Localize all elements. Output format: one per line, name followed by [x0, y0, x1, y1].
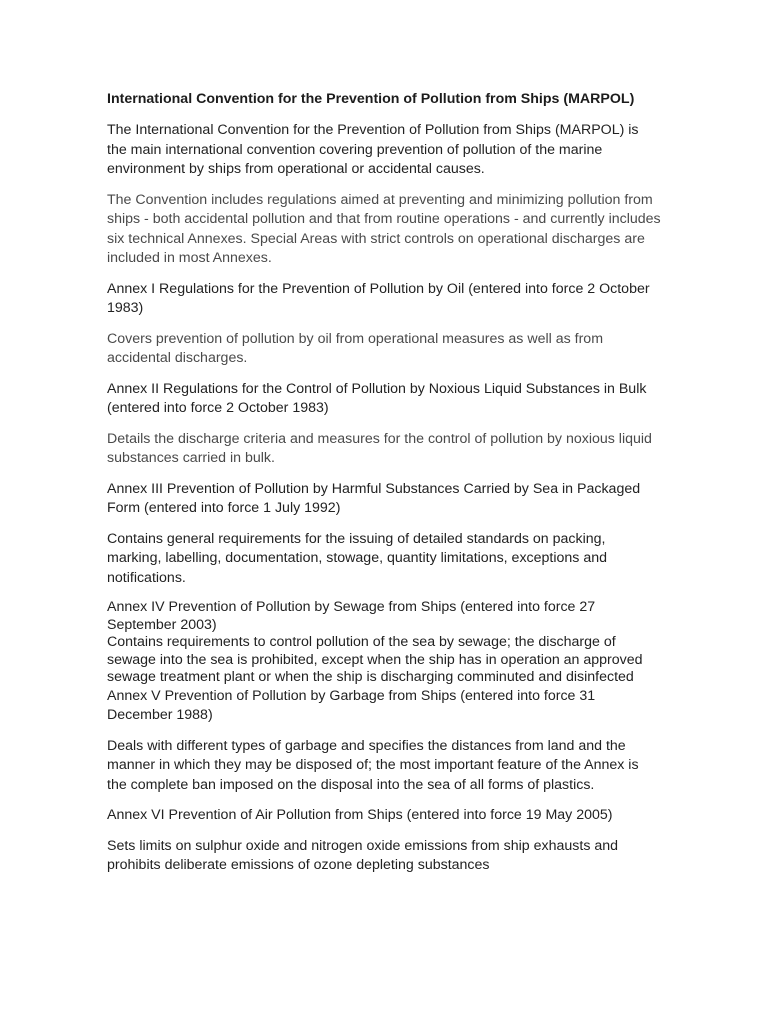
annex-5-text: Deals with different types of garbage and specifies the distances from land and the manner in which they may be disposed of; the most important feature of the Annex is the complete ban imposed on the disposal into the sea of all forms of plastics.	[107, 737, 639, 793]
annex-2-text: Details the discharge criteria and measures for the control of pollution by noxious liquid substances carried in bulk.	[107, 430, 652, 466]
intro-paragraph-1: The International Convention for the Prevention of Pollution from Ships (MARPOL) is the main international convention covering prevention of pollution of the marine environment by ships from operational or accidental causes.	[107, 122, 639, 177]
annex-6-heading: Annex VI Prevention of Air Pollution from Ships (entered into force 19 May 2005)	[107, 807, 613, 823]
document-title: International Convention for the Prevention of Pollution from Ships (MARPOL)	[107, 91, 635, 107]
intro-paragraph-2: The Convention includes regulations aimed at preventing and minimizing pollution from ships - both accidental pollution and that from routine operations - and currently includes six technical Annexes. Special Areas with strict controls on operational discharges are included in most Annexes.	[107, 191, 661, 266]
document-page	[107, 90, 662, 887]
annex-4-heading: Annex IV Prevention of Pollution by Sewage from Ships (entered into force 27 September 2003)	[107, 599, 596, 633]
annex-6-text: Sets limits on sulphur oxide and nitrogen oxide emissions from ship exhausts and prohibits deliberate emissions of ozone depleting substances	[107, 837, 619, 873]
annex-1-text: Covers prevention of pollution by oil from operational measures as well as from accidental discharges.	[107, 330, 604, 366]
annex-4-text: Contains requirements to control pollution of the sea by sewage; the discharge of sewage into the sea is prohibited, except when the ship has in operation an approved sewage treatment plant or when the ship is discharging comminuted and disinfected	[107, 634, 643, 685]
annex-3-heading: Annex III Prevention of Pollution by Harmful Substances Carried by Sea in Packaged Form (entered into force 1 July 1992)	[107, 480, 641, 516]
annex-5-heading: Annex V Prevention of Pollution by Garbage from Ships (entered into force 31 December 1988)	[107, 687, 596, 723]
annex-2-heading: Annex II Regulations for the Control of Pollution by Noxious Liquid Substances in Bulk (entered into force 2 October 1983)	[107, 380, 647, 416]
annex-1-heading: Annex I Regulations for the Prevention of Pollution by Oil (entered into force 2 October 1983)	[107, 280, 650, 316]
annex-3-text: Contains general requirements for the issuing of detailed standards on packing, marking, labelling, documentation, stowage, quantity limitations, exceptions and notifications.	[107, 530, 607, 586]
